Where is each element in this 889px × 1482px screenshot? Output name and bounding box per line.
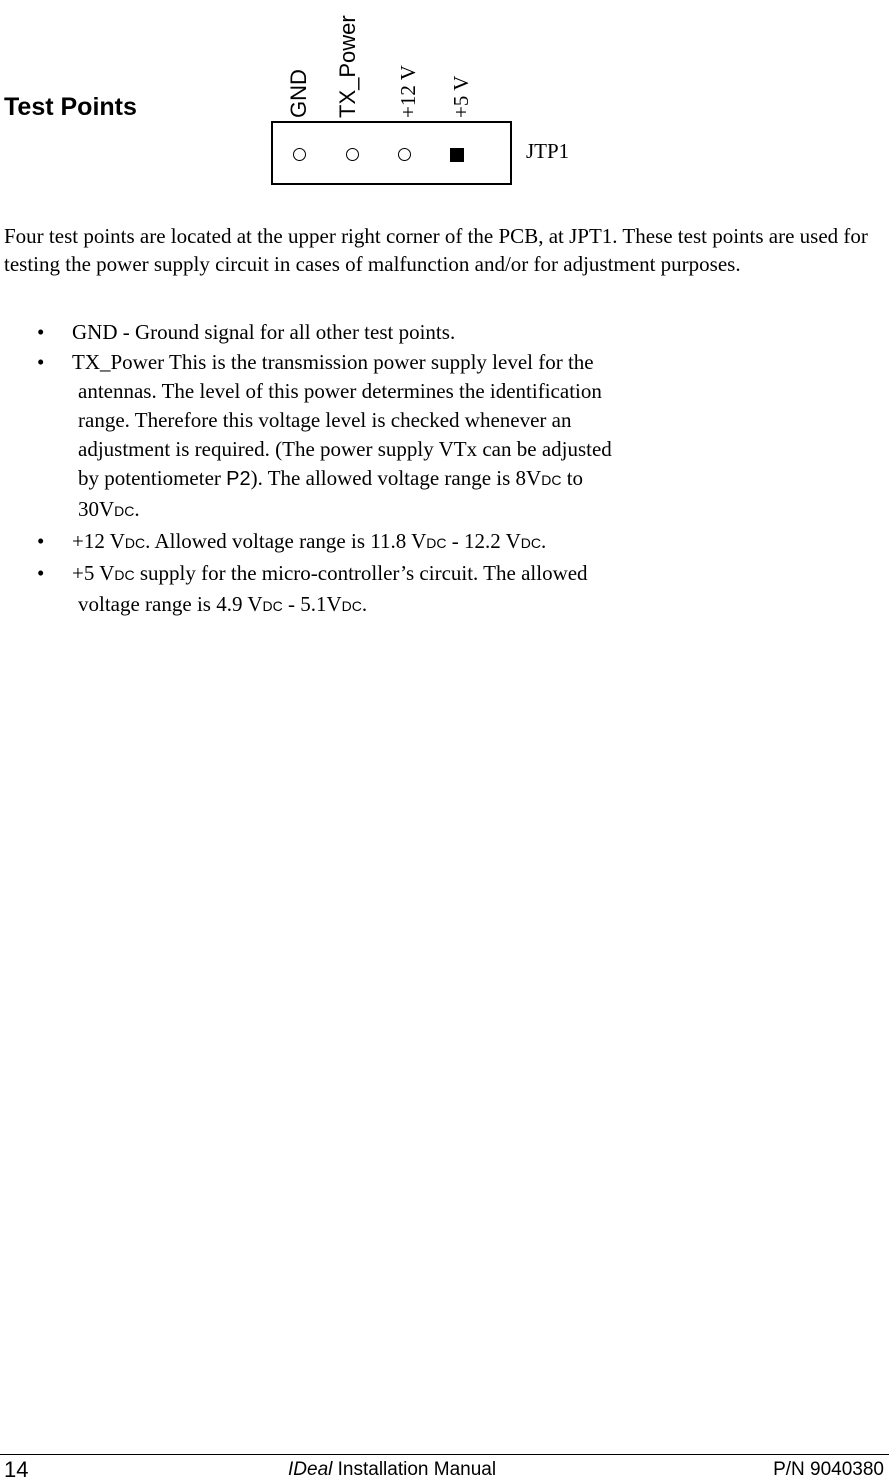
pin-tx-power-circle <box>346 148 359 161</box>
pin-12v-circle <box>398 148 411 161</box>
part-number: P/N 9040380 <box>773 1459 884 1480</box>
pin-label-12v: +12 V <box>396 65 420 118</box>
pin-gnd-circle <box>293 148 306 161</box>
bullet-icon: • <box>37 529 45 553</box>
potentiometer-ref: P2 <box>226 468 251 490</box>
pin-5v-square <box>450 148 464 162</box>
list-item-12v: • +12 VDC. Allowed voltage range is 11.8 VDC - 12.2 VDC. <box>0 527 889 558</box>
tx-power-line-5: by potentiometer P2). The allowed voltage range is 8VDC to <box>78 466 584 490</box>
pin-label-5v: +5 V <box>449 75 473 118</box>
intro-paragraph: Four test points are located at the upper right corner of the PCB, at JPT1. These test points are used for testing the power supply circuit in cases of malfunction and/or for adjustment purposes. <box>4 224 868 276</box>
bullet-icon: • <box>37 350 45 374</box>
tx-power-line-6: 30VDC. <box>78 497 140 521</box>
bullet-icon: • <box>37 561 45 585</box>
pin-label-tx-power: TX_Power <box>335 15 360 118</box>
footer-divider <box>0 1454 889 1455</box>
section-heading: Test Points <box>4 93 137 121</box>
connector-outline <box>271 121 512 185</box>
connector-name: JTP1 <box>526 139 570 163</box>
page-number: 14 <box>4 1457 29 1482</box>
list-item-5v: • +5 VDC supply for the micro-controller’s circuit. The allowed voltage range is 4.9 VDC - 5.1VDC. <box>37 561 588 616</box>
list-item-gnd: • GND - Ground signal for all other test points. <box>0 318 889 347</box>
pin-label-gnd: GND <box>286 69 311 118</box>
manual-title: IDeal Installation Manual <box>288 1459 497 1480</box>
bullet-icon: • <box>37 320 45 344</box>
test-point-list <box>0 318 889 622</box>
list-item-tx-power: • TX_Power This is the transmission power supply level for the antennas. The level of this power determines the identification range. Therefore this voltage level is checked whenever an adjustment is required. (The power supply VTx can be adjusted by potentiometer P2). The allowed voltage range is 8VDC to 30VDC. <box>0 348 889 526</box>
